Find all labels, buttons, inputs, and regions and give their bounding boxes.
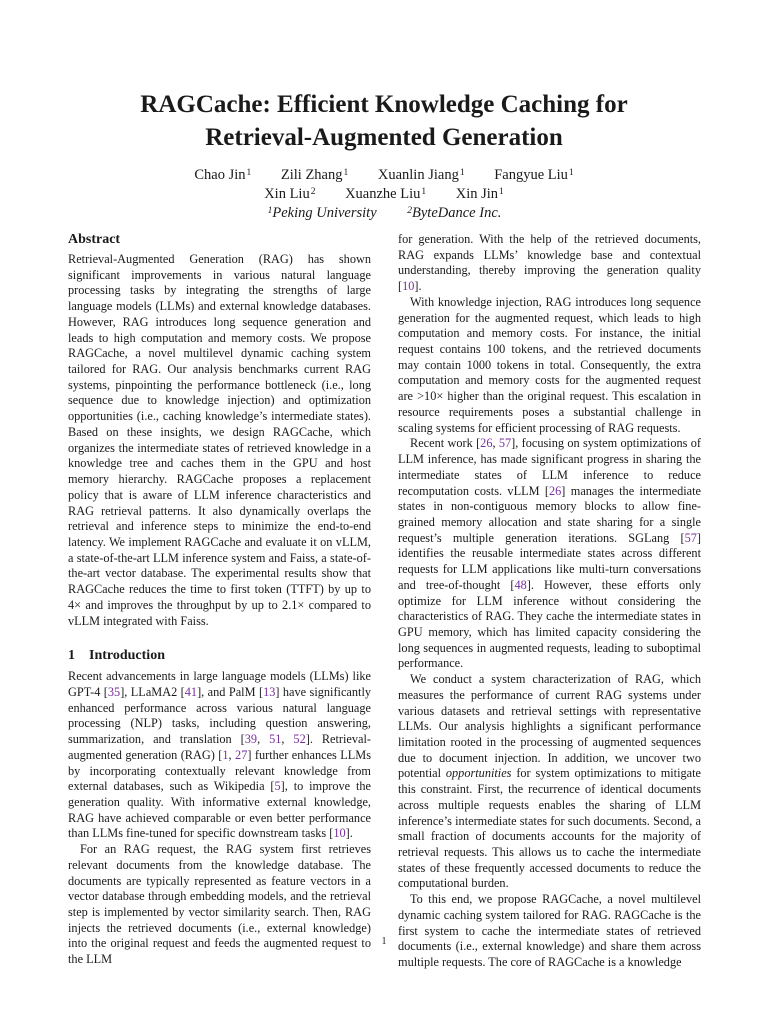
section-number: 1 — [68, 648, 75, 664]
citation-link[interactable]: 48 — [514, 577, 527, 592]
citation-link[interactable]: 5 — [274, 779, 281, 794]
citation-link[interactable]: 10 — [333, 826, 346, 841]
right-column — [398, 232, 701, 971]
citation-link[interactable]: 1 — [222, 747, 229, 762]
citation-link[interactable]: 35 — [107, 684, 121, 699]
intro-paragraph-2: For an RAG request, the RAG system first retrieves relevant documents from the knowledge database. The documents are typically represented as feature vectors in a vector database through embedding models, and the retrieval step is implemented by vector similarity search. Then, RAG injects the retrieved documents (i.e., external knowledge) into the original request and feeds the augmented request to the LLM — [68, 842, 371, 967]
intro-paragraph-4: Recent work [26, 57], focusing on system optimizations of LLM inference, has made significant progress in sharing the intermediate states of LLM inference to reduce recomputation costs. vLLM [26] manages the intermediate states in non-contiguous memory blocks to allow fine-grained memory allocation and state sharing for a single request’s multiple generation iterations. SGLang [57] identifies the reusable intermediate states across different requests for LLM applications like multi-turn conversations and tree-of-thought [48]. However, these efforts only optimize for LLM inference without considering the characteristics of RAG. They cache the intermediate states in GPU memory, which has limited capacity considering the long sequences in augmented requests, leading to suboptimal performance. — [398, 436, 701, 671]
author: Xuanzhe Liu$^1$ — [345, 186, 427, 202]
citation-link[interactable]: 13 — [263, 684, 276, 699]
abstract-text: Retrieval-Augmented Generation (RAG) has shown significant improvements in various natural language processing tasks by integrating the strengths of large language models (LLMs) and external knowledge databases. However, RAG introduces long sequence generation and leads to high computation and memory costs. We propose RAGCache, a novel multilevel dynamic caching system tailored for RAG. Our analysis benchmarks current RAG systems, pinpointing the performance bottleneck (i.e., long sequence due to knowledge injection) and optimization opportunities (i.e., caching knowledge’s intermediate states). Based on these insights, we design RAGCache, which organizes the intermediate states of retrieved knowledge in a knowledge tree and caches them in the GPU and host memory hierarchy. RAGCache proposes a replacement policy that is aware of LLM inference characteristics and RAG retrieval patterns. It also dynamically overlaps the retrieval and inference steps to minimize the end-to-end latency. We implement RAGCache and evaluate it on vLLM, a state-of-the-art LLM inference system and Faiss, a state-of-the-art vector database. The experimental results show that RAGCache reduces the time to first token (TTFT) by up to 4× and improves the throughput by up to 2.1× compared to vLLM integrated with Faiss. — [68, 252, 371, 628]
citation-link[interactable]: 51 — [269, 732, 282, 747]
intro-paragraph-3: With knowledge injection, RAG introduces long sequence generation for the augmented request, which leads to high computation and memory costs. For instance, the initial request contains 100 tokens, and the retrieved documents may contain 1000 tokens in total. Consequently, the extra computation and memory costs for the augmented request are >10× higher than the original request. This escalation in resource requirements poses a substantial challenge in scaling systems for efficient processing of RAG requests. — [398, 294, 701, 435]
left-column — [68, 230, 371, 968]
author: Xin Jin$^1$ — [455, 186, 504, 202]
author-block — [0, 166, 768, 223]
title-line-1: RAGCache: Efficient Knowledge Caching for — [140, 91, 628, 118]
citation-link[interactable]: 27 — [235, 747, 248, 762]
affiliation: $^2$ByteDance Inc. — [407, 205, 502, 221]
author: Chao Jin$^1$ — [194, 167, 252, 183]
intro-paragraph-5: We conduct a system characterization of RAG, which measures the performance of current RAG systems under various datasets and retrieval settings with representative LLMs. Our analysis highlights a significant performance limitation rooted in the processing of augmented sequences due to document injection. In addition, we uncover two potential opportunities for system optimizations to mitigate this constraint. First, the recurrence of identical documents across multiple requests enables the sharing of LLM inference’s intermediate states for such documents. Second, a small fraction of documents accounts for the majority of retrieval requests. This allows us to cache the intermediate states of these frequently accessed documents to reduce the computational burden. — [398, 672, 701, 891]
author: Zili Zhang$^1$ — [280, 167, 349, 183]
intro-paragraph-6: To this end, we propose RAGCache, a novel multilevel dynamic caching system tailored for RAG. RAGCache is the first system to cache the intermediate states of retrieved documents (i.e., external knowledge) and share them across multiple requests. The core of RAGCache is a knowledge — [398, 892, 701, 970]
citation-link[interactable]: 26 — [549, 483, 562, 498]
affiliation: $^1$Peking University — [267, 205, 377, 221]
citation-link[interactable]: 10 — [402, 279, 415, 294]
author-row-1 — [0, 166, 768, 185]
citation-link[interactable]: 26 — [480, 436, 493, 451]
paper-title — [0, 88, 768, 154]
intro-paragraph-1: Recent advancements in large language models (LLMs) like GPT-4 [35], LLaMA2 [41], and PalM [13] have significantly enhanced performance across various natural language processing (NLP) tasks, including question answering, summarization, and translation [39, 51, 52]. Retrieval-augmented generation (RAG) [1, 27] further enhances LLMs by incorporating contextually relevant knowledge from external databases, such as Wikipedia [5], to improve the generation quality. With informative external knowledge, RAG have achieved comparable or even better performance than LLMs fine-tuned for specific downstream tasks [10]. — [68, 669, 372, 841]
title-line-2: Retrieval-Augmented Generation — [205, 124, 563, 151]
introduction-heading — [68, 646, 371, 665]
author: Xin Liu$^2$ — [264, 186, 316, 202]
citation-link[interactable]: 52 — [293, 732, 306, 747]
author: Xuanlin Jiang$^1$ — [377, 167, 465, 183]
citation-link[interactable]: 57 — [498, 436, 512, 451]
citation-link[interactable]: 57 — [684, 530, 697, 545]
author-row-2 — [0, 185, 768, 204]
affiliations — [0, 204, 768, 223]
citation-link[interactable]: 41 — [184, 684, 198, 699]
intro-paragraph-2-continued: for generation. With the help of the retrieved documents, RAG expands LLMs’ knowledge base and contextual understanding, thereby improving the generation quality [10]. — [398, 232, 701, 294]
abstract-heading: Abstract — [68, 232, 121, 247]
citation-link[interactable]: 39 — [244, 732, 258, 747]
section-title: Introduction — [89, 648, 165, 664]
author: Fangyue Liu$^1$ — [494, 167, 574, 183]
page-number: 1 — [381, 936, 387, 947]
